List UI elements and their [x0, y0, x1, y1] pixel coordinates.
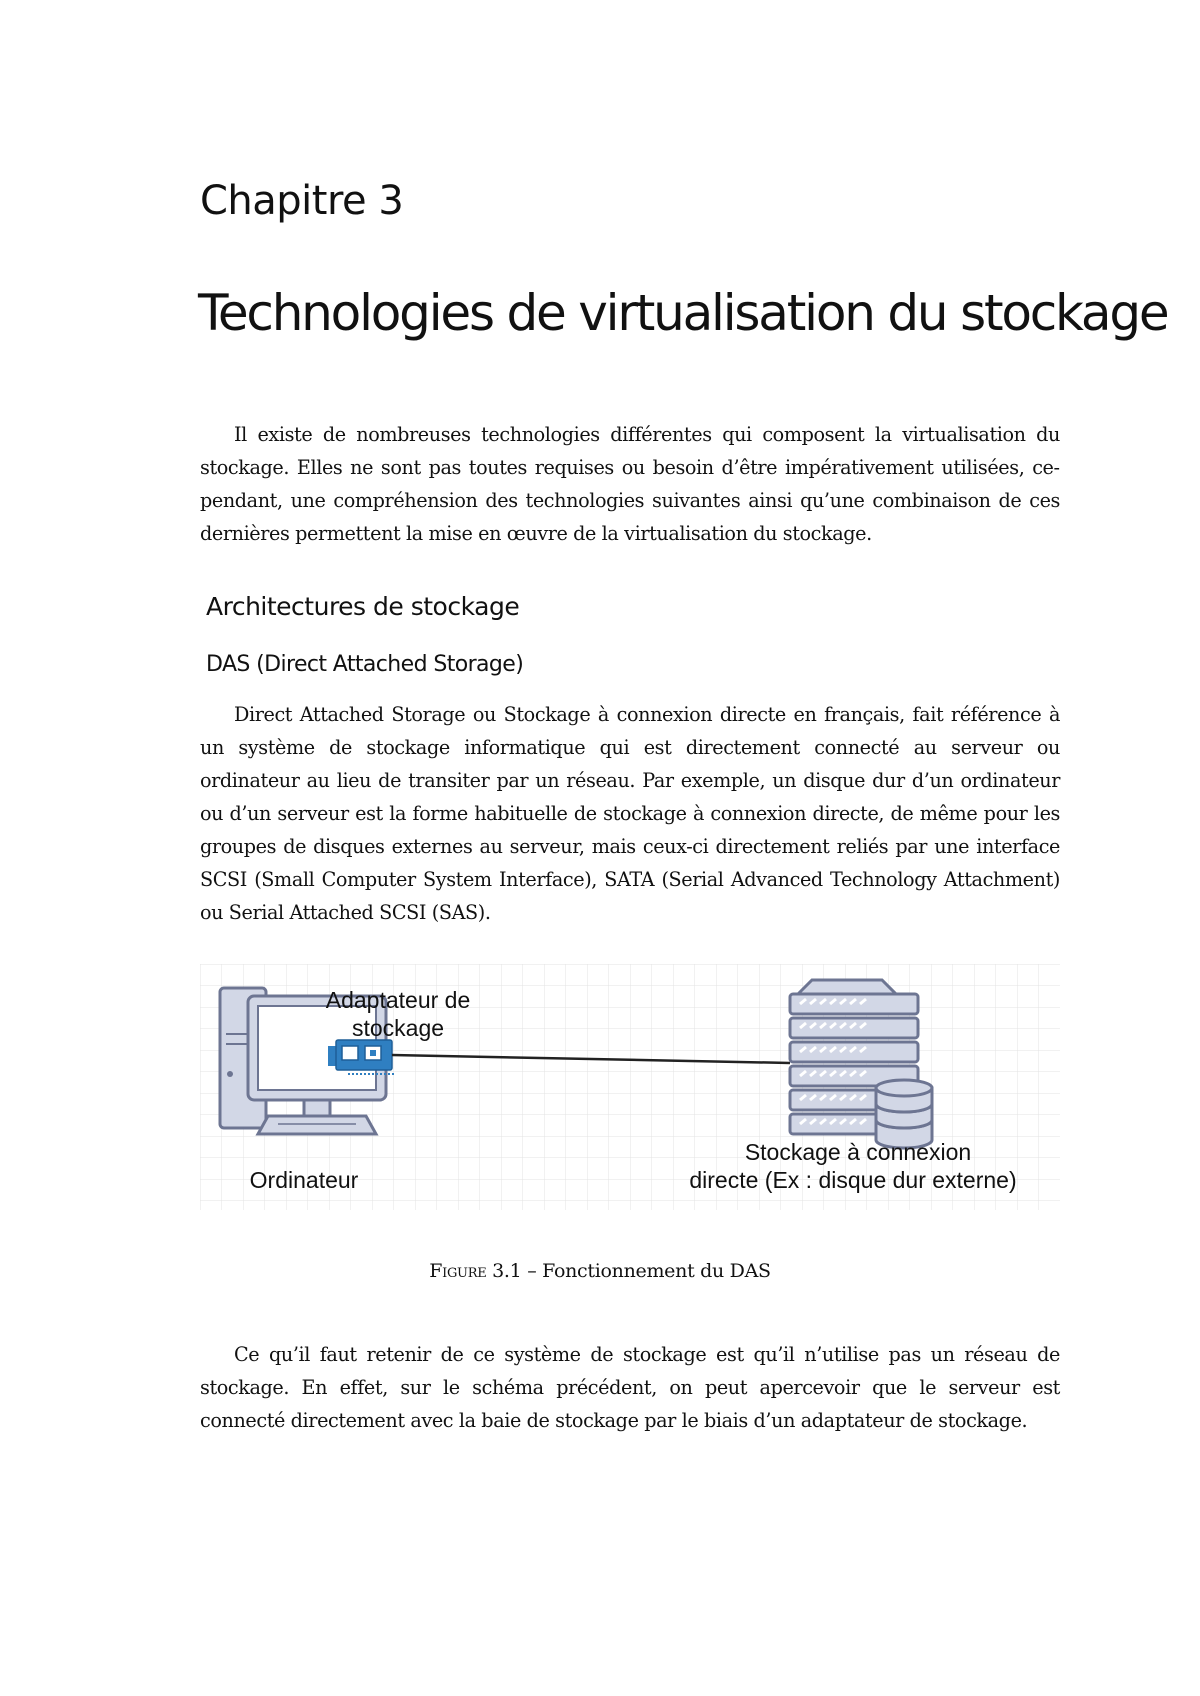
- computer-label: Ordinateur: [249, 1167, 359, 1193]
- chapter-label: Chapitre 3: [200, 178, 404, 224]
- das-paragraph: [200, 698, 1060, 929]
- das-diagram: [200, 964, 1060, 1210]
- storage-adapter-icon: [328, 1040, 394, 1074]
- storage-label-line1: Stockage à connexion: [744, 1139, 972, 1165]
- figure-caption: [0, 1260, 1200, 1282]
- section-heading: Architectures de stockage: [206, 592, 520, 621]
- figure-caption-prefix: Figure: [429, 1260, 487, 1282]
- closing-paragraph: [200, 1338, 1060, 1437]
- figure-caption-text: 3.1 – Fonctionnement du DAS: [492, 1260, 771, 1282]
- closing-paragraph-text: Ce qu’il faut retenir de ce système de stockage est qu’il n’utilise pas un réseau de stockage. En effet, sur le schéma précédent, on peut apercevoir que le serveur est connecté directement avec la baie de stockage par le biais d’un adaptateur de stockage.: [200, 1343, 1060, 1432]
- intro-paragraph: [200, 418, 1060, 550]
- das-paragraph-text: Direct Attached Storage ou Stockage à connexion directe en français, fait référence à un système de stockage informatique qui est directement connecté au serveur ou ordinateur au lieu de transiter par un réseau. Par exemple, un disque dur d’un ordinateur ou d’un serveur est la forme habituelle de stockage à connexion directe, de même pour les groupes de disques externes au serveur, mais ceux-ci directement reliés par une interface SCSI (Small Computer System Interface), SATA (Serial Advanced Technology Attachment) ou Serial Attached SCSI (SAS).: [200, 703, 1060, 924]
- das-diagram-svg: [200, 964, 1060, 1210]
- adapter-label-line1: Adaptateur de: [325, 987, 471, 1013]
- adapter-label-line2: stockage: [351, 1015, 445, 1041]
- chapter-title: Technologies de virtualisation du stockage: [198, 284, 1168, 342]
- subsection-heading: DAS (Direct Attached Storage): [206, 652, 524, 677]
- intro-paragraph-text: Il existe de nombreuses technologies différentes qui composent la virtualisation du stockage. Elles ne sont pas toutes requises ou besoin d’être impérativement utilisées, cependant, une compréhension des technologies suivantes ainsi qu’une combinaison de ces dernières permettent la mise en œuvre de la virtualisation du stockage.: [200, 423, 1060, 545]
- disk-stack-icon: [876, 1080, 932, 1148]
- storage-label-line2: directe (Ex : disque dur externe): [689, 1167, 1017, 1193]
